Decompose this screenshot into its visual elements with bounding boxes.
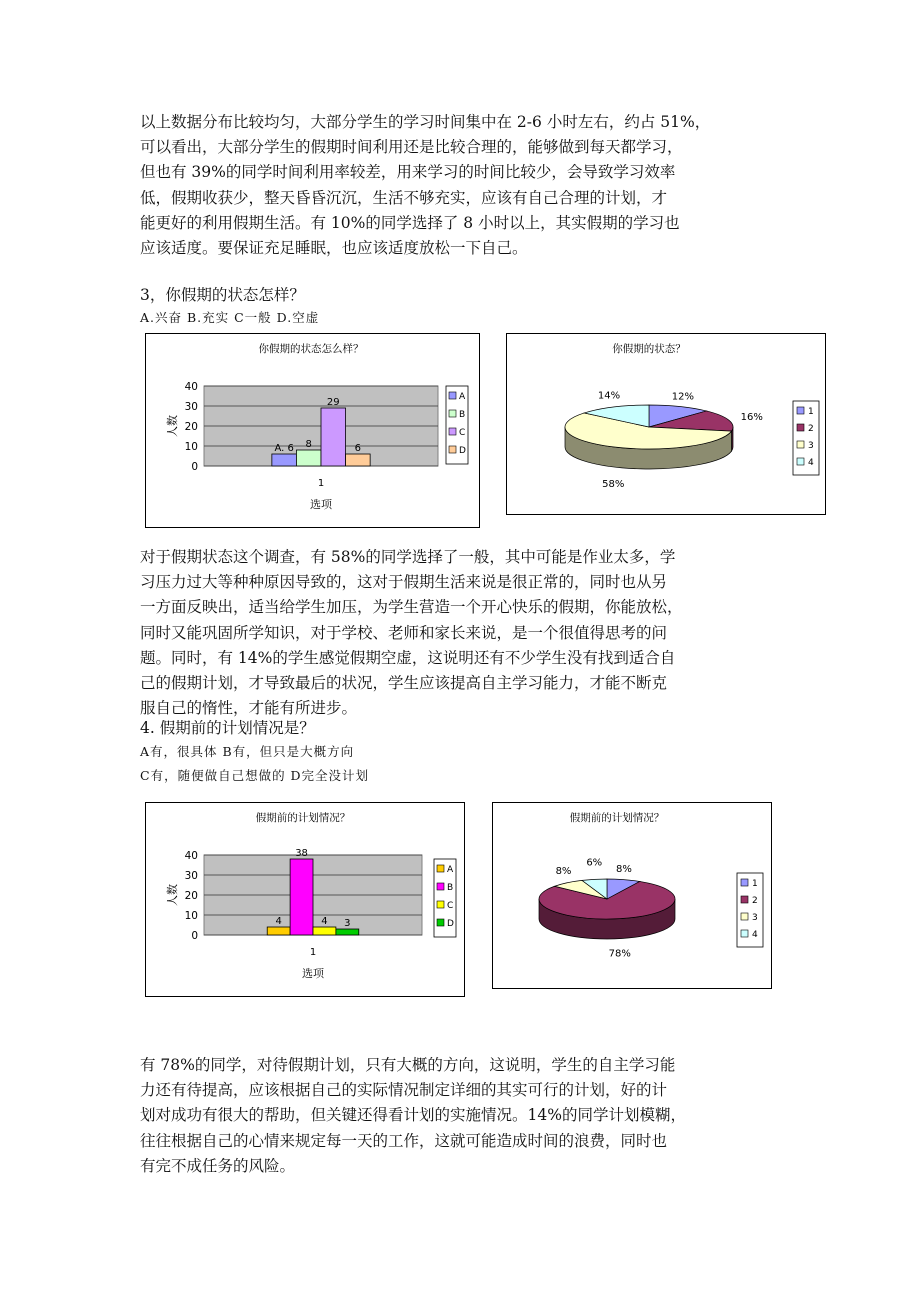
x-tick-label: 1 bbox=[309, 947, 317, 958]
bar-B bbox=[296, 450, 321, 466]
bar-C bbox=[321, 408, 346, 466]
legend-swatch-A bbox=[449, 392, 456, 399]
text-line: 往往根据自己的心情来规定每一天的工作，这就可能造成时间的浪费，同时也 bbox=[140, 1131, 668, 1150]
pie-data-label: 58% bbox=[602, 479, 625, 491]
bar-D bbox=[336, 929, 359, 935]
y-axis-label: 人数 bbox=[166, 884, 179, 906]
y-tick-label: 40 bbox=[184, 850, 198, 862]
bar-data-label: 6 bbox=[354, 443, 362, 454]
legend-swatch-D bbox=[437, 919, 444, 926]
pie-chart-svg bbox=[507, 334, 825, 514]
y-tick-label: 20 bbox=[184, 421, 198, 433]
y-tick-label: 30 bbox=[184, 870, 198, 882]
text-line: 习压力过大等种种原因导致的，这对于假期生活来说是很正常的，同时也从另 bbox=[140, 573, 668, 592]
legend-swatch-C bbox=[437, 901, 444, 908]
bar-C bbox=[313, 927, 336, 935]
bar-A bbox=[267, 927, 290, 935]
legend-label: 1 bbox=[808, 407, 814, 417]
legend-label: A bbox=[447, 865, 454, 875]
legend-label: 3 bbox=[752, 913, 758, 923]
pie-data-label: 6% bbox=[586, 857, 603, 869]
x-tick-label: 1 bbox=[317, 478, 325, 489]
legend-label: C bbox=[459, 428, 466, 438]
legend-swatch-3 bbox=[741, 913, 748, 920]
text-line: 对于假期状态这个调查，有 58%的同学选择了一般，其中可能是作业太多，学 bbox=[140, 548, 676, 566]
y-tick-label: 40 bbox=[184, 381, 198, 393]
legend-label: 4 bbox=[752, 930, 758, 940]
chart-title: 你假期的状态？ bbox=[612, 343, 686, 355]
bar-B bbox=[290, 859, 313, 935]
bar-data-label: 29 bbox=[326, 397, 340, 408]
text-line: 有 78%的同学，对待假期计划，只有大概的方向，这说明，学生的自主学习能 bbox=[140, 1056, 676, 1074]
question-4-options-line1: A有，很具体 B有，但只是大概方向 bbox=[140, 744, 355, 759]
text-line: 己的假期计划，才导致最后的状况，学生应该提高自主学习能力，才能不断克 bbox=[140, 674, 668, 693]
pie-data-label: 8% bbox=[615, 864, 632, 876]
legend-swatch-2 bbox=[797, 424, 804, 431]
legend-swatch-B bbox=[437, 883, 444, 890]
text-line: 能更好的利用假期生活。有 10%的同学选择了 8 小时以上，其实假期的学习也 bbox=[140, 213, 680, 232]
pie-data-label: 14% bbox=[597, 390, 621, 402]
text-line: 有完不成任务的风险。 bbox=[140, 1156, 296, 1175]
y-tick-label: 10 bbox=[184, 910, 198, 922]
legend-swatch-1 bbox=[797, 407, 804, 414]
legend-label: 1 bbox=[752, 879, 758, 889]
legend-label: B bbox=[447, 883, 454, 893]
bar-data-label: 3 bbox=[344, 918, 351, 929]
legend-swatch-B bbox=[449, 410, 456, 417]
text-line: 应该适度。要保证充足睡眠，也应该适度放松一下自己。 bbox=[140, 239, 528, 258]
y-tick-label: 0 bbox=[191, 930, 198, 942]
bar-D bbox=[346, 454, 371, 466]
y-tick-label: 0 bbox=[191, 461, 198, 473]
bar-A bbox=[272, 454, 297, 466]
text-line: 一方面反映出，适当给学生加压，为学生营造一个开心快乐的假期，你能放松， bbox=[140, 598, 683, 617]
legend-label: C bbox=[447, 901, 454, 911]
legend-label: 2 bbox=[752, 896, 758, 906]
y-tick-label: 30 bbox=[184, 401, 198, 413]
text-line: 题。同时，有 14%的学生感觉假期空虚，这说明还有不少学生没有找到适合自 bbox=[140, 648, 676, 667]
text-line: 低，假期收获少，整天昏昏沉沉，生活不够充实，应该有自己合理的计划，才 bbox=[140, 188, 668, 207]
legend-swatch-4 bbox=[741, 930, 748, 937]
text-line: 力还有待提高，应该根据自己的实际情况制定详细的其实可行的计划，好的计 bbox=[140, 1081, 668, 1100]
bar-data-label: 8 bbox=[305, 439, 312, 450]
legend-label: D bbox=[459, 446, 466, 456]
bar-data-label: 38 bbox=[295, 848, 308, 859]
chart-title: 假期前的计划情况？ bbox=[569, 812, 665, 824]
legend-label: B bbox=[459, 410, 466, 420]
y-axis-label: 人数 bbox=[166, 415, 179, 437]
bar-data-label: 4 bbox=[275, 916, 282, 927]
chart-plan-pie bbox=[492, 802, 772, 989]
legend-swatch-C bbox=[449, 428, 456, 435]
legend-swatch-D bbox=[449, 446, 456, 453]
text-line: 以上数据分布比较均匀，大部分学生的学习时间集中在 2-6 小时左右，约占 51%， bbox=[140, 113, 711, 131]
pie-data-label: 12% bbox=[671, 391, 694, 403]
bar-data-label: 4 bbox=[321, 916, 328, 927]
pie-chart-svg bbox=[493, 803, 771, 988]
question-4-options-line2: C有，随便做自己想做的 D完全没计划 bbox=[140, 768, 370, 783]
paragraph-study-time bbox=[140, 110, 790, 261]
bar-chart-svg bbox=[146, 803, 464, 996]
chart-title: 假期前的计划情况？ bbox=[255, 812, 351, 824]
bar-data-label: A. 6 bbox=[274, 443, 294, 454]
legend-label: A bbox=[459, 392, 466, 402]
text-line: 划对成功有很大的帮助，但关键还得看计划的实施情况。14%的同学计划模糊， bbox=[140, 1106, 686, 1125]
legend-label: 4 bbox=[808, 458, 814, 468]
pie-data-label: 78% bbox=[608, 948, 631, 960]
legend-swatch-3 bbox=[797, 441, 804, 448]
text-line: 可以看出，大部分学生的假期时间利用还是比较合理的，能够做到每天都学习， bbox=[140, 138, 683, 157]
text-line: 但也有 39%的同学时间利用率较差，用来学习的时间比较少，会导致学习效率 bbox=[140, 163, 676, 182]
paragraph-status-analysis bbox=[140, 545, 790, 721]
legend-label: D bbox=[447, 919, 454, 929]
pie-data-label: 8% bbox=[555, 865, 572, 877]
x-axis-label: 选项 bbox=[302, 967, 324, 980]
y-tick-label: 20 bbox=[184, 890, 198, 902]
bar-chart-svg bbox=[146, 334, 479, 527]
paragraph-plan-analysis bbox=[140, 1053, 790, 1179]
legend-swatch-A bbox=[437, 865, 444, 872]
legend-label: 2 bbox=[808, 424, 814, 434]
legend-swatch-2 bbox=[741, 896, 748, 903]
text-line: 同时又能巩固所学知识，对于学校、老师和家长来说，是一个很值得思考的问 bbox=[140, 623, 668, 642]
question-3-heading: 3，你假期的状态怎样？ bbox=[140, 286, 305, 304]
legend-swatch-1 bbox=[741, 879, 748, 886]
chart-title: 你假期的状态怎么样？ bbox=[258, 343, 364, 355]
legend-swatch-4 bbox=[797, 458, 804, 465]
chart-status-bar bbox=[145, 333, 480, 528]
y-tick-label: 10 bbox=[184, 441, 198, 453]
chart-status-pie bbox=[506, 333, 826, 515]
legend-label: 3 bbox=[808, 441, 814, 451]
x-axis-label: 选项 bbox=[310, 498, 332, 511]
text-line: 服自己的惰性，才能有所进步。 bbox=[140, 699, 358, 718]
pie-data-label: 16% bbox=[740, 411, 763, 423]
question-4-heading: 4. 假期前的计划情况是？ bbox=[140, 719, 315, 737]
chart-plan-bar bbox=[145, 802, 465, 997]
question-3-options: A.兴奋 B.充实 C一般 D.空虚 bbox=[140, 310, 320, 325]
